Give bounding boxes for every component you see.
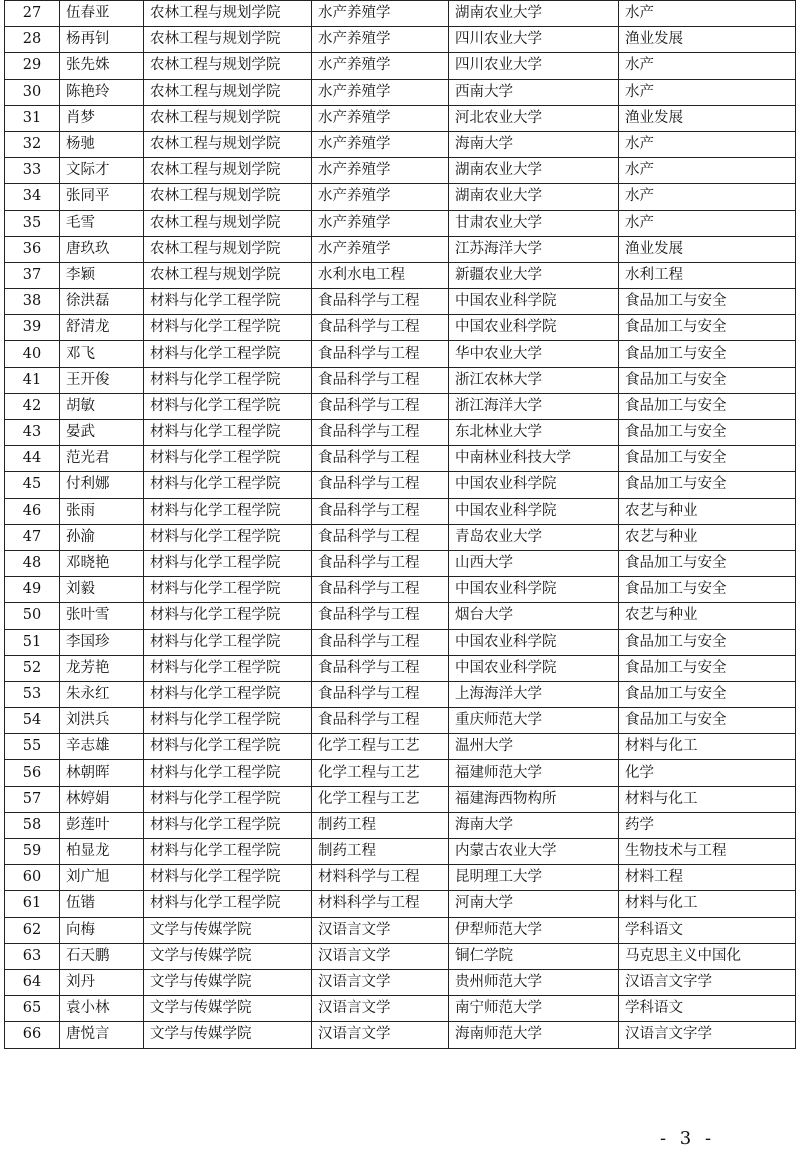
table-row [5, 393, 796, 419]
student-name-cell: 邓晓艳 [60, 550, 144, 576]
college-cell: 材料与化学工程学院 [144, 472, 312, 498]
college-cell: 材料与化学工程学院 [144, 812, 312, 838]
row-number-cell: 59 [5, 839, 60, 865]
admitted-university-cell: 海南大学 [449, 812, 619, 838]
college-cell: 材料与化学工程学院 [144, 760, 312, 786]
table-row [5, 210, 796, 236]
admitted-university-cell: 南宁师范大学 [449, 996, 619, 1022]
row-number-cell: 57 [5, 786, 60, 812]
table-row [5, 27, 796, 53]
admitted-university-cell: 江苏海洋大学 [449, 236, 619, 262]
college-cell: 材料与化学工程学院 [144, 393, 312, 419]
major-cell: 材料科学与工程 [312, 891, 449, 917]
row-number-cell: 38 [5, 289, 60, 315]
college-cell: 材料与化学工程学院 [144, 603, 312, 629]
graduate-program-cell: 食品加工与安全 [619, 708, 796, 734]
student-name-cell: 刘广旭 [60, 865, 144, 891]
major-cell: 汉语言文学 [312, 996, 449, 1022]
row-number-cell: 32 [5, 131, 60, 157]
table-row [5, 969, 796, 995]
table-row [5, 472, 796, 498]
admitted-university-cell: 湖南农业大学 [449, 158, 619, 184]
major-cell: 汉语言文学 [312, 943, 449, 969]
major-cell: 水利水电工程 [312, 262, 449, 288]
major-cell: 材料科学与工程 [312, 865, 449, 891]
student-name-cell: 张同平 [60, 184, 144, 210]
major-cell: 制药工程 [312, 812, 449, 838]
table-row [5, 105, 796, 131]
major-cell: 汉语言文学 [312, 1022, 449, 1048]
table-body [5, 1, 796, 1049]
college-cell: 材料与化学工程学院 [144, 839, 312, 865]
row-number-cell: 42 [5, 393, 60, 419]
graduate-program-cell: 渔业发展 [619, 27, 796, 53]
table-row [5, 550, 796, 576]
admitted-university-cell: 湖南农业大学 [449, 1, 619, 27]
major-cell: 水产养殖学 [312, 27, 449, 53]
row-number-cell: 64 [5, 969, 60, 995]
student-name-cell: 杨驰 [60, 131, 144, 157]
major-cell: 水产养殖学 [312, 236, 449, 262]
admitted-university-cell: 青岛农业大学 [449, 524, 619, 550]
student-name-cell: 孙渝 [60, 524, 144, 550]
row-number-cell: 33 [5, 158, 60, 184]
admitted-university-cell: 烟台大学 [449, 603, 619, 629]
table-row [5, 577, 796, 603]
major-cell: 食品科学与工程 [312, 708, 449, 734]
row-number-cell: 58 [5, 812, 60, 838]
admitted-university-cell: 福建海西物构所 [449, 786, 619, 812]
student-name-cell: 毛雪 [60, 210, 144, 236]
table-row [5, 498, 796, 524]
admitted-university-cell: 重庆师范大学 [449, 708, 619, 734]
major-cell: 食品科学与工程 [312, 367, 449, 393]
table-row [5, 629, 796, 655]
student-name-cell: 文际才 [60, 158, 144, 184]
admitted-university-cell: 中国农业科学院 [449, 498, 619, 524]
table-row [5, 262, 796, 288]
major-cell: 食品科学与工程 [312, 472, 449, 498]
row-number-cell: 48 [5, 550, 60, 576]
admitted-university-cell: 内蒙古农业大学 [449, 839, 619, 865]
major-cell: 食品科学与工程 [312, 550, 449, 576]
admitted-university-cell: 铜仁学院 [449, 943, 619, 969]
major-cell: 水产养殖学 [312, 158, 449, 184]
row-number-cell: 41 [5, 367, 60, 393]
admitted-university-cell: 温州大学 [449, 734, 619, 760]
graduate-program-cell: 食品加工与安全 [619, 341, 796, 367]
major-cell: 水产养殖学 [312, 79, 449, 105]
major-cell: 食品科学与工程 [312, 446, 449, 472]
row-number-cell: 54 [5, 708, 60, 734]
admitted-university-cell: 中国农业科学院 [449, 577, 619, 603]
college-cell: 材料与化学工程学院 [144, 550, 312, 576]
student-name-cell: 袁小林 [60, 996, 144, 1022]
college-cell: 材料与化学工程学院 [144, 891, 312, 917]
major-cell: 食品科学与工程 [312, 393, 449, 419]
student-name-cell: 肖梦 [60, 105, 144, 131]
table-row [5, 603, 796, 629]
graduate-program-cell: 材料工程 [619, 865, 796, 891]
page-number: - 3 - [660, 1128, 716, 1149]
major-cell: 食品科学与工程 [312, 603, 449, 629]
table-row [5, 655, 796, 681]
college-cell: 农林工程与规划学院 [144, 210, 312, 236]
row-number-cell: 45 [5, 472, 60, 498]
student-name-cell: 范光君 [60, 446, 144, 472]
student-name-cell: 杨再钊 [60, 27, 144, 53]
table-row [5, 786, 796, 812]
student-name-cell: 柏显龙 [60, 839, 144, 865]
college-cell: 材料与化学工程学院 [144, 524, 312, 550]
student-name-cell: 龙芳艳 [60, 655, 144, 681]
row-number-cell: 39 [5, 315, 60, 341]
row-number-cell: 43 [5, 420, 60, 446]
table-row [5, 1022, 796, 1048]
admitted-university-cell: 贵州师范大学 [449, 969, 619, 995]
student-name-cell: 张叶雪 [60, 603, 144, 629]
major-cell: 汉语言文学 [312, 917, 449, 943]
student-name-cell: 唐玖玖 [60, 236, 144, 262]
graduate-program-cell: 汉语言文字学 [619, 1022, 796, 1048]
admitted-university-cell: 新疆农业大学 [449, 262, 619, 288]
row-number-cell: 63 [5, 943, 60, 969]
row-number-cell: 65 [5, 996, 60, 1022]
college-cell: 材料与化学工程学院 [144, 420, 312, 446]
admitted-university-cell: 昆明理工大学 [449, 865, 619, 891]
college-cell: 农林工程与规划学院 [144, 236, 312, 262]
major-cell: 食品科学与工程 [312, 341, 449, 367]
graduate-program-cell: 食品加工与安全 [619, 655, 796, 681]
table-row [5, 996, 796, 1022]
graduate-program-cell: 食品加工与安全 [619, 420, 796, 446]
admitted-university-cell: 中国农业科学院 [449, 472, 619, 498]
graduate-program-cell: 食品加工与安全 [619, 577, 796, 603]
graduate-program-cell: 食品加工与安全 [619, 472, 796, 498]
row-number-cell: 56 [5, 760, 60, 786]
graduate-program-cell: 化学 [619, 760, 796, 786]
graduate-program-cell: 水利工程 [619, 262, 796, 288]
admitted-university-cell: 福建师范大学 [449, 760, 619, 786]
table-row [5, 1, 796, 27]
student-name-cell: 伍锴 [60, 891, 144, 917]
college-cell: 材料与化学工程学院 [144, 629, 312, 655]
row-number-cell: 66 [5, 1022, 60, 1048]
admitted-university-cell: 浙江海洋大学 [449, 393, 619, 419]
row-number-cell: 52 [5, 655, 60, 681]
table-row [5, 315, 796, 341]
graduate-program-cell: 渔业发展 [619, 236, 796, 262]
graduate-program-cell: 食品加工与安全 [619, 289, 796, 315]
admitted-university-cell: 浙江农林大学 [449, 367, 619, 393]
table-row [5, 158, 796, 184]
admitted-university-cell: 四川农业大学 [449, 27, 619, 53]
college-cell: 材料与化学工程学院 [144, 708, 312, 734]
college-cell: 农林工程与规划学院 [144, 79, 312, 105]
row-number-cell: 31 [5, 105, 60, 131]
major-cell: 水产养殖学 [312, 184, 449, 210]
student-name-cell: 刘毅 [60, 577, 144, 603]
row-number-cell: 51 [5, 629, 60, 655]
table-row [5, 524, 796, 550]
major-cell: 化学工程与工艺 [312, 734, 449, 760]
student-name-cell: 王开俊 [60, 367, 144, 393]
graduate-program-cell: 水产 [619, 184, 796, 210]
student-name-cell: 邓飞 [60, 341, 144, 367]
row-number-cell: 29 [5, 53, 60, 79]
graduate-program-cell: 汉语言文字学 [619, 969, 796, 995]
college-cell: 材料与化学工程学院 [144, 341, 312, 367]
admitted-university-cell: 西南大学 [449, 79, 619, 105]
major-cell: 制药工程 [312, 839, 449, 865]
admitted-university-cell: 湖南农业大学 [449, 184, 619, 210]
table-row [5, 760, 796, 786]
graduate-program-cell: 农艺与种业 [619, 524, 796, 550]
major-cell: 食品科学与工程 [312, 524, 449, 550]
college-cell: 材料与化学工程学院 [144, 498, 312, 524]
admitted-university-cell: 河北农业大学 [449, 105, 619, 131]
major-cell: 水产养殖学 [312, 1, 449, 27]
college-cell: 农林工程与规划学院 [144, 158, 312, 184]
graduate-program-cell: 食品加工与安全 [619, 446, 796, 472]
graduate-program-cell: 水产 [619, 131, 796, 157]
row-number-cell: 47 [5, 524, 60, 550]
row-number-cell: 30 [5, 79, 60, 105]
admitted-university-cell: 东北林业大学 [449, 420, 619, 446]
college-cell: 农林工程与规划学院 [144, 1, 312, 27]
table-row [5, 891, 796, 917]
student-name-cell: 张先姝 [60, 53, 144, 79]
graduate-program-cell: 学科语文 [619, 996, 796, 1022]
graduate-program-cell: 水产 [619, 210, 796, 236]
student-name-cell: 向梅 [60, 917, 144, 943]
admitted-university-cell: 中国农业科学院 [449, 289, 619, 315]
student-name-cell: 李国珍 [60, 629, 144, 655]
major-cell: 食品科学与工程 [312, 577, 449, 603]
admitted-university-cell: 中国农业科学院 [449, 315, 619, 341]
student-name-cell: 张雨 [60, 498, 144, 524]
table-row [5, 943, 796, 969]
row-number-cell: 50 [5, 603, 60, 629]
major-cell: 食品科学与工程 [312, 498, 449, 524]
college-cell: 文学与传媒学院 [144, 917, 312, 943]
row-number-cell: 37 [5, 262, 60, 288]
college-cell: 农林工程与规划学院 [144, 262, 312, 288]
graduate-program-cell: 水产 [619, 1, 796, 27]
college-cell: 材料与化学工程学院 [144, 786, 312, 812]
major-cell: 食品科学与工程 [312, 655, 449, 681]
admitted-university-cell: 华中农业大学 [449, 341, 619, 367]
row-number-cell: 35 [5, 210, 60, 236]
student-name-cell: 刘丹 [60, 969, 144, 995]
admitted-university-cell: 山西大学 [449, 550, 619, 576]
graduate-program-cell: 食品加工与安全 [619, 629, 796, 655]
row-number-cell: 40 [5, 341, 60, 367]
admitted-university-cell: 中南林业科技大学 [449, 446, 619, 472]
graduate-program-cell: 水产 [619, 158, 796, 184]
table-row [5, 681, 796, 707]
table-row [5, 446, 796, 472]
college-cell: 材料与化学工程学院 [144, 734, 312, 760]
college-cell: 文学与传媒学院 [144, 943, 312, 969]
college-cell: 材料与化学工程学院 [144, 865, 312, 891]
admitted-university-cell: 河南大学 [449, 891, 619, 917]
college-cell: 农林工程与规划学院 [144, 53, 312, 79]
college-cell: 文学与传媒学院 [144, 969, 312, 995]
table-row [5, 367, 796, 393]
graduate-program-cell: 水产 [619, 53, 796, 79]
college-cell: 材料与化学工程学院 [144, 681, 312, 707]
college-cell: 材料与化学工程学院 [144, 289, 312, 315]
graduate-program-cell: 食品加工与安全 [619, 681, 796, 707]
student-name-cell: 胡敏 [60, 393, 144, 419]
graduate-program-cell: 渔业发展 [619, 105, 796, 131]
table-row [5, 53, 796, 79]
student-name-cell: 李颖 [60, 262, 144, 288]
student-name-cell: 朱永红 [60, 681, 144, 707]
college-cell: 材料与化学工程学院 [144, 446, 312, 472]
college-cell: 农林工程与规划学院 [144, 131, 312, 157]
college-cell: 农林工程与规划学院 [144, 27, 312, 53]
college-cell: 材料与化学工程学院 [144, 315, 312, 341]
row-number-cell: 62 [5, 917, 60, 943]
graduate-program-cell: 学科语文 [619, 917, 796, 943]
student-name-cell: 唐悦言 [60, 1022, 144, 1048]
table-row [5, 708, 796, 734]
major-cell: 汉语言文学 [312, 969, 449, 995]
row-number-cell: 36 [5, 236, 60, 262]
admitted-university-cell: 中国农业科学院 [449, 629, 619, 655]
college-cell: 材料与化学工程学院 [144, 655, 312, 681]
admitted-university-cell: 海南大学 [449, 131, 619, 157]
college-cell: 文学与传媒学院 [144, 1022, 312, 1048]
table-row [5, 734, 796, 760]
student-name-cell: 徐洪磊 [60, 289, 144, 315]
student-name-cell: 付利娜 [60, 472, 144, 498]
row-number-cell: 28 [5, 27, 60, 53]
graduate-program-cell: 农艺与种业 [619, 603, 796, 629]
college-cell: 农林工程与规划学院 [144, 105, 312, 131]
graduate-program-cell: 农艺与种业 [619, 498, 796, 524]
student-name-cell: 舒清龙 [60, 315, 144, 341]
college-cell: 文学与传媒学院 [144, 996, 312, 1022]
major-cell: 化学工程与工艺 [312, 760, 449, 786]
major-cell: 食品科学与工程 [312, 420, 449, 446]
table-row [5, 236, 796, 262]
student-name-cell: 林婷娟 [60, 786, 144, 812]
major-cell: 食品科学与工程 [312, 289, 449, 315]
major-cell: 食品科学与工程 [312, 681, 449, 707]
student-name-cell: 伍春亚 [60, 1, 144, 27]
admitted-university-cell: 伊犁师范大学 [449, 917, 619, 943]
table-row [5, 289, 796, 315]
admission-table [4, 0, 796, 1049]
row-number-cell: 60 [5, 865, 60, 891]
student-name-cell: 彭莲叶 [60, 812, 144, 838]
college-cell: 材料与化学工程学院 [144, 577, 312, 603]
row-number-cell: 46 [5, 498, 60, 524]
admitted-university-cell: 四川农业大学 [449, 53, 619, 79]
row-number-cell: 27 [5, 1, 60, 27]
row-number-cell: 53 [5, 681, 60, 707]
admitted-university-cell: 海南师范大学 [449, 1022, 619, 1048]
table-row [5, 812, 796, 838]
student-name-cell: 陈艳玲 [60, 79, 144, 105]
row-number-cell: 55 [5, 734, 60, 760]
graduate-program-cell: 食品加工与安全 [619, 315, 796, 341]
major-cell: 水产养殖学 [312, 105, 449, 131]
graduate-program-cell: 材料与化工 [619, 786, 796, 812]
major-cell: 水产养殖学 [312, 53, 449, 79]
table-row [5, 184, 796, 210]
table-row [5, 131, 796, 157]
student-name-cell: 林朝晖 [60, 760, 144, 786]
student-name-cell: 晏武 [60, 420, 144, 446]
student-name-cell: 刘洪兵 [60, 708, 144, 734]
graduate-program-cell: 材料与化工 [619, 891, 796, 917]
college-cell: 农林工程与规划学院 [144, 184, 312, 210]
college-cell: 材料与化学工程学院 [144, 367, 312, 393]
graduate-program-cell: 马克思主义中国化 [619, 943, 796, 969]
graduate-program-cell: 食品加工与安全 [619, 367, 796, 393]
major-cell: 食品科学与工程 [312, 315, 449, 341]
major-cell: 水产养殖学 [312, 131, 449, 157]
graduate-program-cell: 水产 [619, 79, 796, 105]
table-row [5, 341, 796, 367]
row-number-cell: 61 [5, 891, 60, 917]
major-cell: 食品科学与工程 [312, 629, 449, 655]
graduate-program-cell: 生物技术与工程 [619, 839, 796, 865]
row-number-cell: 34 [5, 184, 60, 210]
student-name-cell: 石天鹏 [60, 943, 144, 969]
major-cell: 化学工程与工艺 [312, 786, 449, 812]
admitted-university-cell: 上海海洋大学 [449, 681, 619, 707]
graduate-program-cell: 食品加工与安全 [619, 550, 796, 576]
graduate-program-cell: 食品加工与安全 [619, 393, 796, 419]
admitted-university-cell: 甘肃农业大学 [449, 210, 619, 236]
row-number-cell: 49 [5, 577, 60, 603]
table-row [5, 917, 796, 943]
student-name-cell: 辛志雄 [60, 734, 144, 760]
graduate-program-cell: 药学 [619, 812, 796, 838]
table-row [5, 79, 796, 105]
table-row [5, 839, 796, 865]
admitted-university-cell: 中国农业科学院 [449, 655, 619, 681]
graduate-program-cell: 材料与化工 [619, 734, 796, 760]
major-cell: 水产养殖学 [312, 210, 449, 236]
table-row [5, 420, 796, 446]
row-number-cell: 44 [5, 446, 60, 472]
table-row [5, 865, 796, 891]
